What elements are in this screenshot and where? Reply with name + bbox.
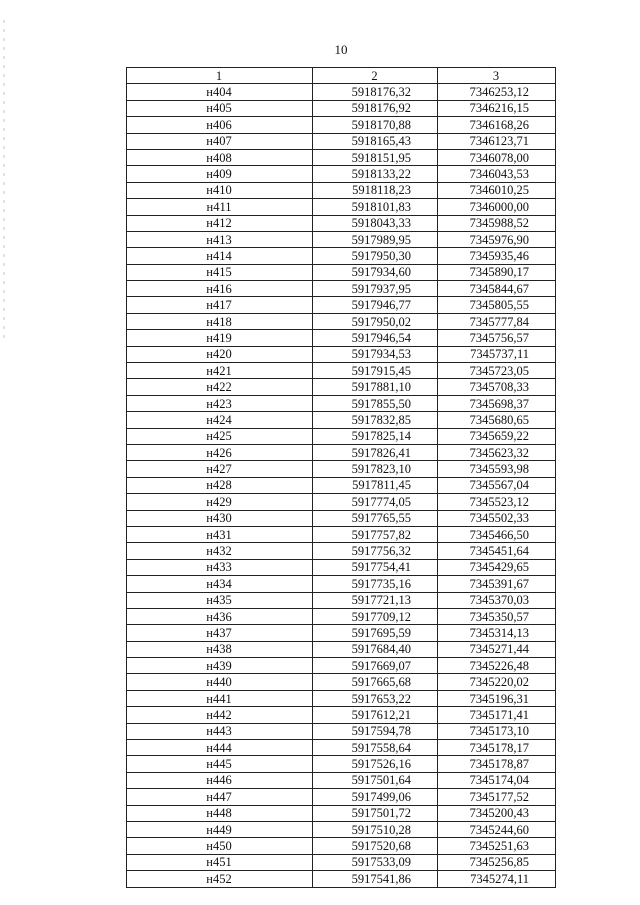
table-row	[127, 559, 556, 575]
table-row	[127, 149, 556, 165]
point-id-cell: н428	[127, 477, 313, 493]
x-coordinate-cell: 5918176,32	[313, 84, 438, 100]
y-coordinate-cell: 7346253,12	[438, 84, 556, 100]
point-id-cell: н410	[127, 182, 313, 198]
table-row	[127, 740, 556, 756]
x-coordinate-cell: 5917665,68	[313, 674, 438, 690]
y-coordinate-cell: 7345350,57	[438, 608, 556, 624]
table-row	[127, 871, 556, 887]
x-coordinate-cell: 5917825,14	[313, 428, 438, 444]
point-id-cell: н443	[127, 723, 313, 739]
x-coordinate-cell: 5918151,95	[313, 149, 438, 165]
x-coordinate-cell: 5917526,16	[313, 756, 438, 772]
x-coordinate-cell: 5917989,95	[313, 231, 438, 247]
table-header	[127, 68, 556, 84]
x-coordinate-cell: 5917612,21	[313, 707, 438, 723]
x-coordinate-cell: 5917653,22	[313, 690, 438, 706]
point-id-cell: н449	[127, 821, 313, 837]
x-coordinate-cell: 5917756,32	[313, 543, 438, 559]
y-coordinate-cell: 7346123,71	[438, 133, 556, 149]
point-id-cell: н447	[127, 789, 313, 805]
point-id-cell: н433	[127, 559, 313, 575]
point-id-cell: н448	[127, 805, 313, 821]
y-coordinate-cell: 7345251,63	[438, 838, 556, 854]
x-coordinate-cell: 5917774,05	[313, 494, 438, 510]
table-row	[127, 346, 556, 362]
scan-edge-artifact	[3, 20, 5, 340]
y-coordinate-cell: 7345244,60	[438, 821, 556, 837]
point-id-cell: н450	[127, 838, 313, 854]
table-row	[127, 494, 556, 510]
y-coordinate-cell: 7345256,85	[438, 854, 556, 870]
table-row	[127, 805, 556, 821]
x-coordinate-cell: 5917855,50	[313, 395, 438, 411]
table-row	[127, 297, 556, 313]
table-row	[127, 248, 556, 264]
x-coordinate-cell: 5917757,82	[313, 526, 438, 542]
table-row	[127, 379, 556, 395]
table-body	[127, 84, 556, 887]
table-row	[127, 641, 556, 657]
y-coordinate-cell: 7345737,11	[438, 346, 556, 362]
table-row	[127, 854, 556, 870]
x-coordinate-cell: 5917669,07	[313, 658, 438, 674]
table-row	[127, 690, 556, 706]
point-id-cell: н445	[127, 756, 313, 772]
table-row	[127, 592, 556, 608]
x-coordinate-cell: 5918176,92	[313, 100, 438, 116]
point-id-cell: н427	[127, 461, 313, 477]
y-coordinate-cell: 7345429,65	[438, 559, 556, 575]
x-coordinate-cell: 5918101,83	[313, 199, 438, 215]
x-coordinate-cell: 5917946,77	[313, 297, 438, 313]
table-row	[127, 658, 556, 674]
point-id-cell: н432	[127, 543, 313, 559]
y-coordinate-cell: 7345723,05	[438, 363, 556, 379]
table-row	[127, 821, 556, 837]
point-id-cell: н420	[127, 346, 313, 362]
table-row	[127, 510, 556, 526]
table-row	[127, 625, 556, 641]
table-row	[127, 182, 556, 198]
y-coordinate-cell: 7345200,43	[438, 805, 556, 821]
table-row	[127, 789, 556, 805]
point-id-cell: н439	[127, 658, 313, 674]
x-coordinate-cell: 5917501,72	[313, 805, 438, 821]
point-id-cell: н441	[127, 690, 313, 706]
x-coordinate-cell: 5917510,28	[313, 821, 438, 837]
x-coordinate-cell: 5917754,41	[313, 559, 438, 575]
y-coordinate-cell: 7345220,02	[438, 674, 556, 690]
x-coordinate-cell: 5917501,64	[313, 772, 438, 788]
point-id-cell: н411	[127, 199, 313, 215]
point-id-cell: н424	[127, 412, 313, 428]
x-coordinate-cell: 5917695,59	[313, 625, 438, 641]
x-coordinate-cell: 5917823,10	[313, 461, 438, 477]
table-row	[127, 100, 556, 116]
y-coordinate-cell: 7345593,98	[438, 461, 556, 477]
x-coordinate-cell: 5917499,06	[313, 789, 438, 805]
table-row	[127, 84, 556, 100]
x-coordinate-cell: 5917826,41	[313, 444, 438, 460]
point-id-cell: н444	[127, 740, 313, 756]
table-row	[127, 461, 556, 477]
table-row	[127, 330, 556, 346]
column-header-y: 3	[438, 68, 556, 84]
x-coordinate-cell: 5917558,64	[313, 740, 438, 756]
y-coordinate-cell: 7345805,55	[438, 297, 556, 313]
table-row	[127, 313, 556, 329]
y-coordinate-cell: 7345623,32	[438, 444, 556, 460]
table-row	[127, 281, 556, 297]
point-id-cell: н423	[127, 395, 313, 411]
y-coordinate-cell: 7346010,25	[438, 182, 556, 198]
x-coordinate-cell: 5918170,88	[313, 117, 438, 133]
table-row	[127, 707, 556, 723]
point-id-cell: н415	[127, 264, 313, 280]
y-coordinate-cell: 7345466,50	[438, 526, 556, 542]
y-coordinate-cell: 7345523,12	[438, 494, 556, 510]
y-coordinate-cell: 7345698,37	[438, 395, 556, 411]
y-coordinate-cell: 7346216,15	[438, 100, 556, 116]
x-coordinate-cell: 5917950,30	[313, 248, 438, 264]
y-coordinate-cell: 7345976,90	[438, 231, 556, 247]
y-coordinate-cell: 7345844,67	[438, 281, 556, 297]
y-coordinate-cell: 7345451,64	[438, 543, 556, 559]
point-id-cell: н421	[127, 363, 313, 379]
table-row	[127, 674, 556, 690]
y-coordinate-cell: 7345777,84	[438, 313, 556, 329]
point-id-cell: н425	[127, 428, 313, 444]
point-id-cell: н418	[127, 313, 313, 329]
table-row	[127, 412, 556, 428]
x-coordinate-cell: 5918118,23	[313, 182, 438, 198]
table-row	[127, 526, 556, 542]
y-coordinate-cell: 7345314,13	[438, 625, 556, 641]
point-id-cell: н440	[127, 674, 313, 690]
y-coordinate-cell: 7345708,33	[438, 379, 556, 395]
table-row	[127, 166, 556, 182]
y-coordinate-cell: 7346078,00	[438, 149, 556, 165]
page-number: 10	[334, 42, 348, 57]
point-id-cell: н422	[127, 379, 313, 395]
x-coordinate-cell: 5917946,54	[313, 330, 438, 346]
point-id-cell: н426	[127, 444, 313, 460]
table-row	[127, 576, 556, 592]
x-coordinate-cell: 5917934,53	[313, 346, 438, 362]
x-coordinate-cell: 5917937,95	[313, 281, 438, 297]
y-coordinate-cell: 7345173,10	[438, 723, 556, 739]
y-coordinate-cell: 7345370,03	[438, 592, 556, 608]
point-id-cell: н417	[127, 297, 313, 313]
table-row	[127, 723, 556, 739]
point-id-cell: н416	[127, 281, 313, 297]
table-row	[127, 543, 556, 559]
y-coordinate-cell: 7345680,65	[438, 412, 556, 428]
point-id-cell: н409	[127, 166, 313, 182]
x-coordinate-cell: 5917520,68	[313, 838, 438, 854]
y-coordinate-cell: 7345174,04	[438, 772, 556, 788]
point-id-cell: н434	[127, 576, 313, 592]
table-row	[127, 772, 556, 788]
y-coordinate-cell: 7345988,52	[438, 215, 556, 231]
x-coordinate-cell: 5918043,33	[313, 215, 438, 231]
table-row	[127, 363, 556, 379]
y-coordinate-cell: 7345502,33	[438, 510, 556, 526]
point-id-cell: н406	[127, 117, 313, 133]
x-coordinate-cell: 5917811,45	[313, 477, 438, 493]
point-id-cell: н431	[127, 526, 313, 542]
y-coordinate-cell: 7346000,00	[438, 199, 556, 215]
y-coordinate-cell: 7346043,53	[438, 166, 556, 182]
x-coordinate-cell: 5917881,10	[313, 379, 438, 395]
table-row	[127, 838, 556, 854]
column-header-point: 1	[127, 68, 313, 84]
point-id-cell: н414	[127, 248, 313, 264]
table-row	[127, 608, 556, 624]
table-row	[127, 133, 556, 149]
y-coordinate-cell: 7345226,48	[438, 658, 556, 674]
point-id-cell: н446	[127, 772, 313, 788]
point-id-cell: н419	[127, 330, 313, 346]
y-coordinate-cell: 7345171,41	[438, 707, 556, 723]
table-row	[127, 117, 556, 133]
table-row	[127, 756, 556, 772]
table-row	[127, 477, 556, 493]
x-coordinate-cell: 5917594,78	[313, 723, 438, 739]
point-id-cell: н438	[127, 641, 313, 657]
x-coordinate-cell: 5917950,02	[313, 313, 438, 329]
point-id-cell: н405	[127, 100, 313, 116]
table-row	[127, 395, 556, 411]
x-coordinate-cell: 5917709,12	[313, 608, 438, 624]
x-coordinate-cell: 5917915,45	[313, 363, 438, 379]
x-coordinate-cell: 5917684,40	[313, 641, 438, 657]
y-coordinate-cell: 7345271,44	[438, 641, 556, 657]
y-coordinate-cell: 7345178,87	[438, 756, 556, 772]
point-id-cell: н452	[127, 871, 313, 887]
header-row	[127, 68, 556, 84]
x-coordinate-cell: 5917765,55	[313, 510, 438, 526]
point-id-cell: н412	[127, 215, 313, 231]
point-id-cell: н436	[127, 608, 313, 624]
point-id-cell: н437	[127, 625, 313, 641]
point-id-cell: н442	[127, 707, 313, 723]
x-coordinate-cell: 5917541,86	[313, 871, 438, 887]
x-coordinate-cell: 5917533,09	[313, 854, 438, 870]
y-coordinate-cell: 7345890,17	[438, 264, 556, 280]
point-id-cell: н429	[127, 494, 313, 510]
x-coordinate-cell: 5917934,60	[313, 264, 438, 280]
point-id-cell: н435	[127, 592, 313, 608]
table-row	[127, 428, 556, 444]
table-row	[127, 215, 556, 231]
x-coordinate-cell: 5917721,13	[313, 592, 438, 608]
y-coordinate-cell: 7345196,31	[438, 690, 556, 706]
column-header-x: 2	[313, 68, 438, 84]
x-coordinate-cell: 5917735,16	[313, 576, 438, 592]
y-coordinate-cell: 7345177,52	[438, 789, 556, 805]
x-coordinate-cell: 5917832,85	[313, 412, 438, 428]
point-id-cell: н407	[127, 133, 313, 149]
x-coordinate-cell: 5918165,43	[313, 133, 438, 149]
point-id-cell: н413	[127, 231, 313, 247]
y-coordinate-cell: 7345935,46	[438, 248, 556, 264]
y-coordinate-cell: 7345567,04	[438, 477, 556, 493]
y-coordinate-cell: 7345756,57	[438, 330, 556, 346]
point-id-cell: н404	[127, 84, 313, 100]
y-coordinate-cell: 7345659,22	[438, 428, 556, 444]
point-id-cell: н451	[127, 854, 313, 870]
x-coordinate-cell: 5918133,22	[313, 166, 438, 182]
table-row	[127, 264, 556, 280]
coordinates-table	[126, 67, 556, 888]
table-row	[127, 444, 556, 460]
point-id-cell: н430	[127, 510, 313, 526]
table-row	[127, 199, 556, 215]
y-coordinate-cell: 7346168,26	[438, 117, 556, 133]
y-coordinate-cell: 7345178,17	[438, 740, 556, 756]
y-coordinate-cell: 7345391,67	[438, 576, 556, 592]
y-coordinate-cell: 7345274,11	[438, 871, 556, 887]
table-row	[127, 231, 556, 247]
point-id-cell: н408	[127, 149, 313, 165]
